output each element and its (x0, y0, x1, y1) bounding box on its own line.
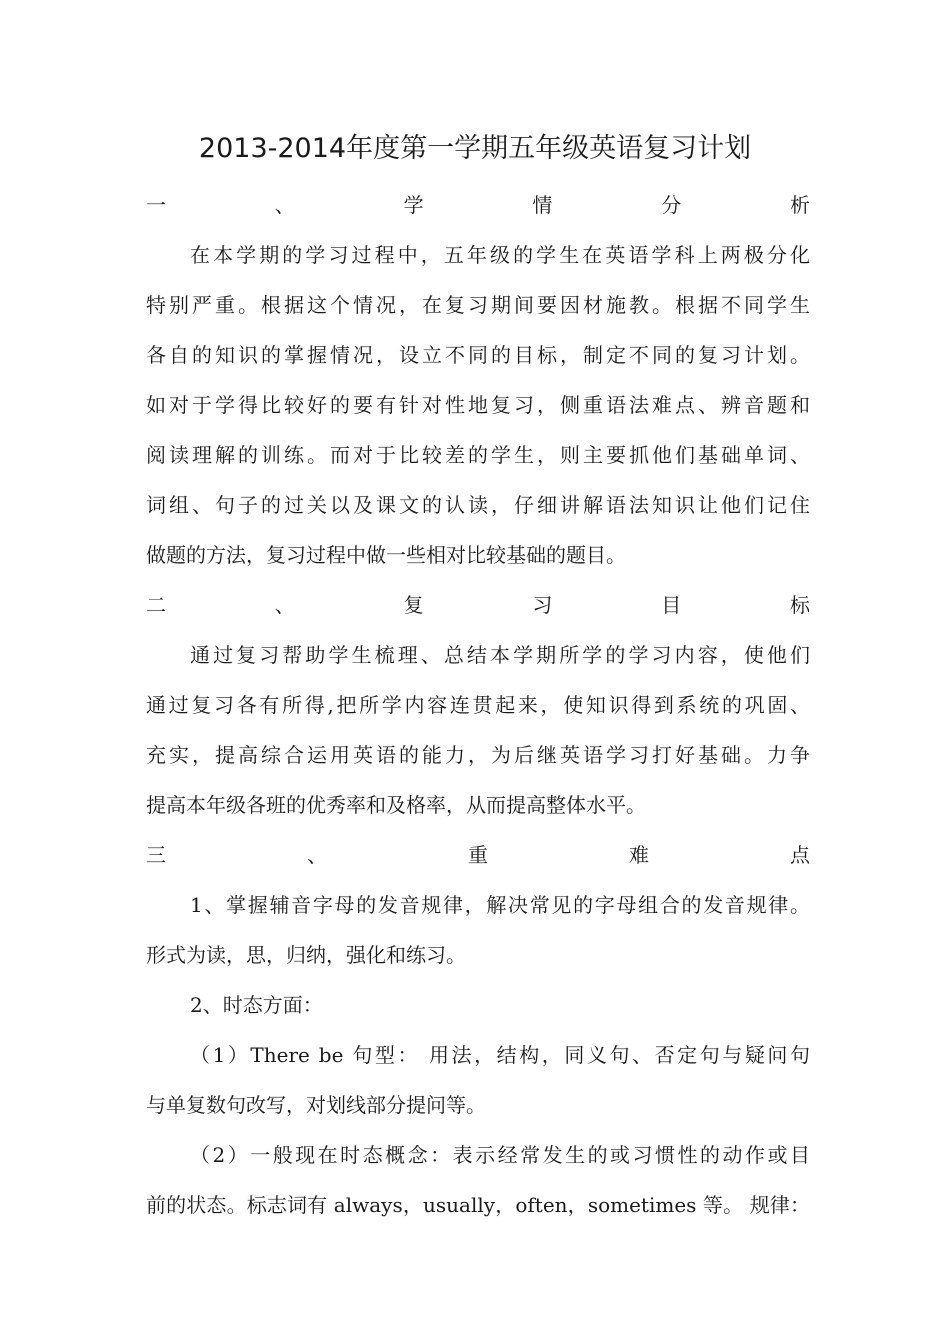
paragraph-line: 阅读理解的训练。而对于比较差的学生，则主要抓他们基础单词、 (146, 443, 810, 467)
paragraph-line: 在本学期的学习过程中，五年级的学生在英语学科上两极分化 (190, 243, 810, 267)
paragraph-line: 1、掌握辅音字母的发音规律，解决常见的字母组合的发音规律。 (190, 893, 810, 917)
paragraph-line: 各自的知识的掌握情况，设立不同的目标，制定不同的复习计划。 (146, 343, 810, 367)
section-heading-key-points: 三、重难点 (146, 843, 810, 867)
paragraph-line: （2）一般现在时态概念：表示经常发生的或习惯性的动作或目 (190, 1143, 810, 1167)
paragraph-line: 如对于学得比较好的要有针对性地复习，侧重语法难点、辨音题和 (146, 393, 810, 417)
paragraph-line: 前的状态。标志词有 always，usually，often，sometimes 等。 规律： (146, 1193, 810, 1217)
paragraph-line: （1）There be 句型： 用法，结构，同义句、否定句与疑问句 (190, 1043, 810, 1067)
paragraph-line: 充实，提高综合运用英语的能力，为后继英语学习打好基础。力争 (146, 743, 810, 767)
paragraph-line: 做题的方法，复习过程中做一些相对比较基础的题目。 (146, 543, 626, 567)
paragraph-line: 特别严重。根据这个情况，在复习期间要因材施教。根据不同学生 (146, 293, 810, 317)
paragraph-line: 通过复习帮助学生梳理、总结本学期所学的学习内容，使他们 (190, 643, 810, 667)
paragraph-line: 形式为读，思，归纳，强化和练习。 (146, 943, 466, 967)
paragraph-line: 提高本年级各班的优秀率和及格率，从而提高整体水平。 (146, 793, 646, 817)
paragraph-line: 2、时态方面： (190, 993, 323, 1017)
paragraph-line: 通过复习各有所得,把所学内容连贯起来，使知识得到系统的巩固、 (146, 693, 810, 717)
paragraph-line: 词组、句子的过关以及课文的认读，仔细讲解语法知识让他们记住 (146, 493, 810, 517)
section-heading-goals: 二、复习目标 (146, 593, 810, 617)
document-title: 2013-2014年度第一学期五年级英语复习计划 (198, 133, 752, 164)
document-body (146, 180, 810, 1230)
paragraph-line: 与单复数句改写，对划线部分提问等。 (146, 1093, 486, 1117)
section-heading-analysis: 一、学情分析 (146, 193, 810, 217)
